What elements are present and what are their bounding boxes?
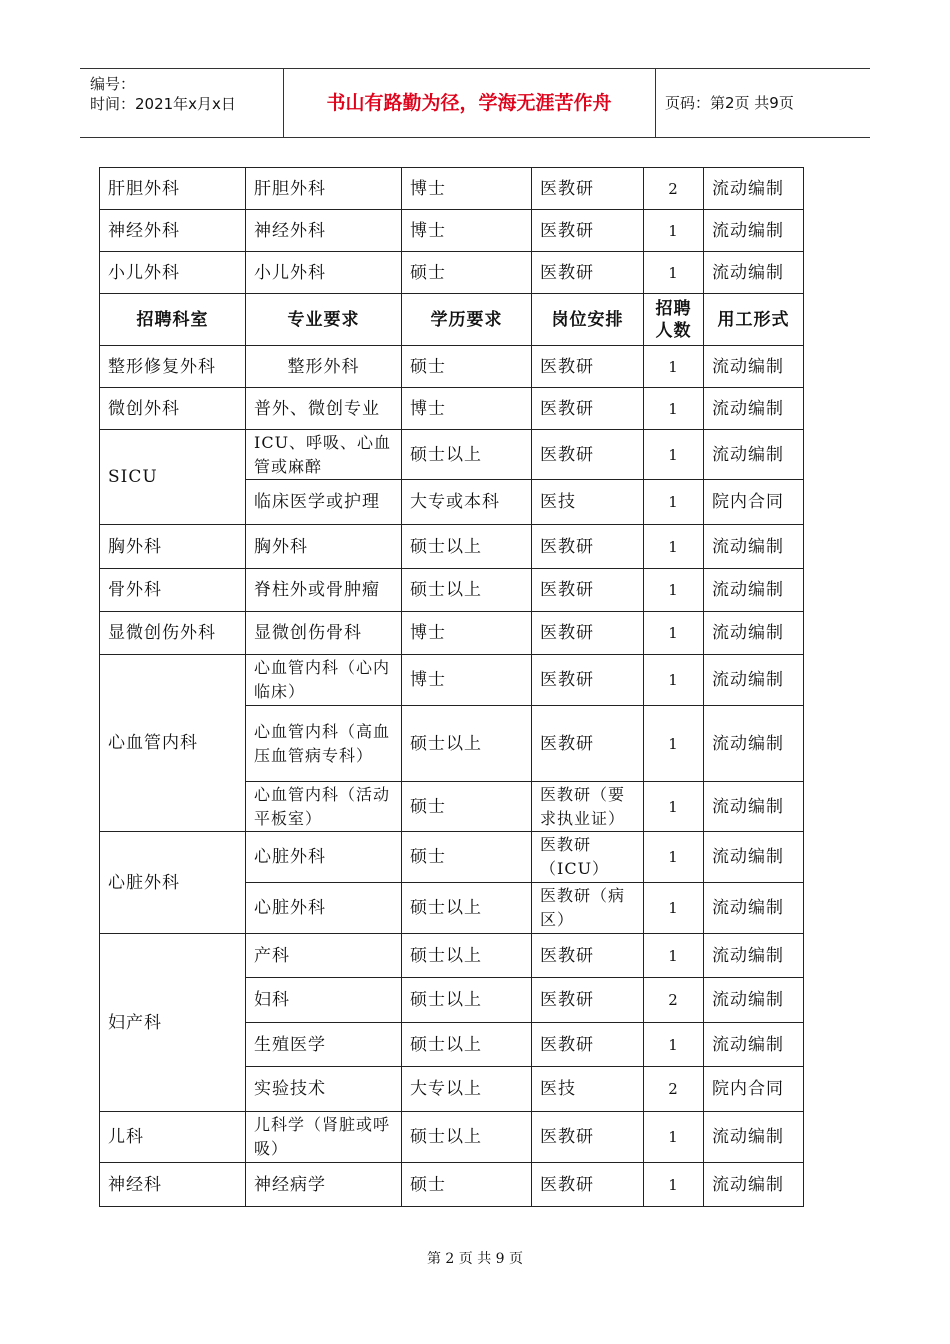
cell-edu: 硕士以上: [402, 430, 532, 480]
cell-count: 1: [644, 252, 704, 294]
cell-count: 1: [644, 388, 704, 430]
cell-post: 医技: [532, 1067, 644, 1112]
cell-edu: 博士: [402, 655, 532, 706]
cell-type: 流动编制: [704, 978, 804, 1023]
header-major: 专业要求: [246, 294, 402, 346]
table-row: [100, 430, 804, 480]
cell-dept: 心血管内科: [100, 655, 246, 832]
cell-post: 医教研: [532, 706, 644, 782]
cell-count: 1: [644, 1112, 704, 1163]
doc-date: 时间：2021年x月x日: [90, 95, 236, 113]
header-edu: 学历要求: [402, 294, 532, 346]
cell-post: 医技: [532, 480, 644, 525]
header-count: [644, 294, 704, 346]
header-post: 岗位安排: [532, 294, 644, 346]
cell-major: 心血管内科（高血压血管病专科）: [246, 706, 402, 782]
header-type: 用工形式: [704, 294, 804, 346]
header-meta: [80, 69, 284, 137]
cell-post: 医教研: [532, 346, 644, 388]
table-row: [100, 612, 804, 655]
cell-post: 医教研: [532, 168, 644, 210]
cell-dept: 神经外科: [100, 210, 246, 252]
cell-major: ICU、呼吸、心血管或麻醉: [246, 430, 402, 480]
cell-edu: 硕士以上: [402, 1023, 532, 1067]
cell-count: 1: [644, 706, 704, 782]
cell-major: 显微创伤骨科: [246, 612, 402, 655]
cell-count: 1: [644, 934, 704, 978]
cell-type: 流动编制: [704, 883, 804, 934]
header-count-line2: 人数: [655, 320, 692, 341]
cell-edu: 硕士以上: [402, 978, 532, 1023]
cell-major: 产科: [246, 934, 402, 978]
cell-post: 医教研: [532, 430, 644, 480]
cell-post: 医教研（要求执业证）: [532, 782, 644, 832]
cell-major: 实验技术: [246, 1067, 402, 1112]
header-count-line1: 招聘: [655, 298, 692, 319]
cell-dept: 肝胆外科: [100, 168, 246, 210]
cell-type: 流动编制: [704, 430, 804, 480]
cell-dept: 显微创伤外科: [100, 612, 246, 655]
cell-type: 流动编制: [704, 569, 804, 612]
cell-major: 神经病学: [246, 1163, 402, 1207]
cell-count: 1: [644, 832, 704, 883]
cell-type: 流动编制: [704, 525, 804, 569]
cell-edu: 硕士以上: [402, 525, 532, 569]
cell-edu: 硕士以上: [402, 934, 532, 978]
cell-count: 1: [644, 569, 704, 612]
cell-major: 儿科学（肾脏或呼吸）: [246, 1112, 402, 1163]
table-row: [100, 934, 804, 978]
cell-count: 1: [644, 480, 704, 525]
cell-major: 神经外科: [246, 210, 402, 252]
cell-edu: 大专或本科: [402, 480, 532, 525]
cell-type: 流动编制: [704, 1163, 804, 1207]
cell-count: 1: [644, 1163, 704, 1207]
cell-post: 医教研: [532, 569, 644, 612]
cell-post: 医教研: [532, 1163, 644, 1207]
cell-edu: 硕士以上: [402, 706, 532, 782]
table-row: [100, 525, 804, 569]
cell-post: 医教研: [532, 388, 644, 430]
cell-major: 肝胆外科: [246, 168, 402, 210]
doc-number-label: 编号：: [90, 75, 136, 93]
cell-edu: 硕士以上: [402, 1112, 532, 1163]
table-row: [100, 569, 804, 612]
cell-major: 普外、微创专业: [246, 388, 402, 430]
cell-post: 医教研: [532, 934, 644, 978]
cell-type: 流动编制: [704, 252, 804, 294]
cell-type: 流动编制: [704, 655, 804, 706]
cell-post: 医教研: [532, 210, 644, 252]
cell-type: 流动编制: [704, 934, 804, 978]
cell-count: 1: [644, 655, 704, 706]
cell-major: 临床医学或护理: [246, 480, 402, 525]
cell-edu: 硕士以上: [402, 883, 532, 934]
cell-dept: 微创外科: [100, 388, 246, 430]
cell-dept: 小儿外科: [100, 252, 246, 294]
cell-edu: 大专以上: [402, 1067, 532, 1112]
cell-type: 流动编制: [704, 1112, 804, 1163]
cell-type: 院内合同: [704, 1067, 804, 1112]
cell-type: 流动编制: [704, 388, 804, 430]
cell-count: 1: [644, 1023, 704, 1067]
cell-type: 流动编制: [704, 1023, 804, 1067]
cell-type: 流动编制: [704, 168, 804, 210]
cell-type: 流动编制: [704, 782, 804, 832]
cell-post: 医教研: [532, 655, 644, 706]
cell-dept: 神经科: [100, 1163, 246, 1207]
cell-post: 医教研: [532, 978, 644, 1023]
cell-major: 心脏外科: [246, 832, 402, 883]
cell-post: 医教研: [532, 525, 644, 569]
table-row: [100, 388, 804, 430]
cell-dept: 骨外科: [100, 569, 246, 612]
cell-type: 流动编制: [704, 706, 804, 782]
cell-major: 心脏外科: [246, 883, 402, 934]
cell-edu: 博士: [402, 210, 532, 252]
cell-dept: SICU: [100, 430, 246, 525]
cell-dept: 儿科: [100, 1112, 246, 1163]
cell-edu: 硕士: [402, 252, 532, 294]
cell-count: 2: [644, 978, 704, 1023]
cell-edu: 博士: [402, 612, 532, 655]
cell-post: 医教研: [532, 612, 644, 655]
cell-type: 流动编制: [704, 210, 804, 252]
cell-dept: 整形修复外科: [100, 346, 246, 388]
cell-major: 心血管内科（心内临床）: [246, 655, 402, 706]
cell-dept: 心脏外科: [100, 832, 246, 934]
cell-type: 流动编制: [704, 832, 804, 883]
cell-count: 1: [644, 346, 704, 388]
cell-count: 1: [644, 883, 704, 934]
header-page-code: 页码：第2页 共9页: [665, 94, 794, 112]
cell-major: 小儿外科: [246, 252, 402, 294]
header-motto: 书山有路勤为径，学海无涯苦作舟: [283, 69, 656, 137]
table-row: [100, 1112, 804, 1163]
table-row: [100, 346, 804, 388]
cell-count: 2: [644, 1067, 704, 1112]
cell-count: 1: [644, 612, 704, 655]
cell-count: 1: [644, 782, 704, 832]
page-header: [80, 68, 870, 138]
cell-count: 2: [644, 168, 704, 210]
cell-edu: 博士: [402, 168, 532, 210]
cell-type: 流动编制: [704, 346, 804, 388]
cell-type: 院内合同: [704, 480, 804, 525]
cell-post: 医教研（病区）: [532, 883, 644, 934]
cell-edu: 博士: [402, 388, 532, 430]
cell-post: 医教研: [532, 1112, 644, 1163]
cell-edu: 硕士: [402, 1163, 532, 1207]
cell-count: 1: [644, 430, 704, 480]
table-row: [100, 832, 804, 883]
header-dept: 招聘科室: [100, 294, 246, 346]
cell-major: 生殖医学: [246, 1023, 402, 1067]
cell-count: 1: [644, 525, 704, 569]
cell-post: 医教研: [532, 252, 644, 294]
table-row: [100, 210, 804, 252]
cell-type: 流动编制: [704, 612, 804, 655]
page-footer: 第 2 页 共 9 页: [426, 1251, 524, 1267]
table-row: [100, 252, 804, 294]
cell-post: 医教研（ICU）: [532, 832, 644, 883]
cell-major: 妇科: [246, 978, 402, 1023]
cell-major: 心血管内科（活动平板室）: [246, 782, 402, 832]
cell-edu: 硕士以上: [402, 569, 532, 612]
cell-count: 1: [644, 210, 704, 252]
cell-major: 脊柱外或骨肿瘤: [246, 569, 402, 612]
cell-major: 整形外科: [246, 346, 402, 388]
table-header-row: [100, 294, 804, 346]
cell-edu: 硕士: [402, 832, 532, 883]
table-row: [100, 168, 804, 210]
cell-dept: 胸外科: [100, 525, 246, 569]
table-row: [100, 1163, 804, 1207]
recruitment-table: [99, 167, 804, 1207]
cell-major: 胸外科: [246, 525, 402, 569]
cell-edu: 硕士: [402, 346, 532, 388]
table-row: [100, 655, 804, 706]
cell-post: 医教研: [532, 1023, 644, 1067]
cell-dept: 妇产科: [100, 934, 246, 1112]
cell-edu: 硕士: [402, 782, 532, 832]
